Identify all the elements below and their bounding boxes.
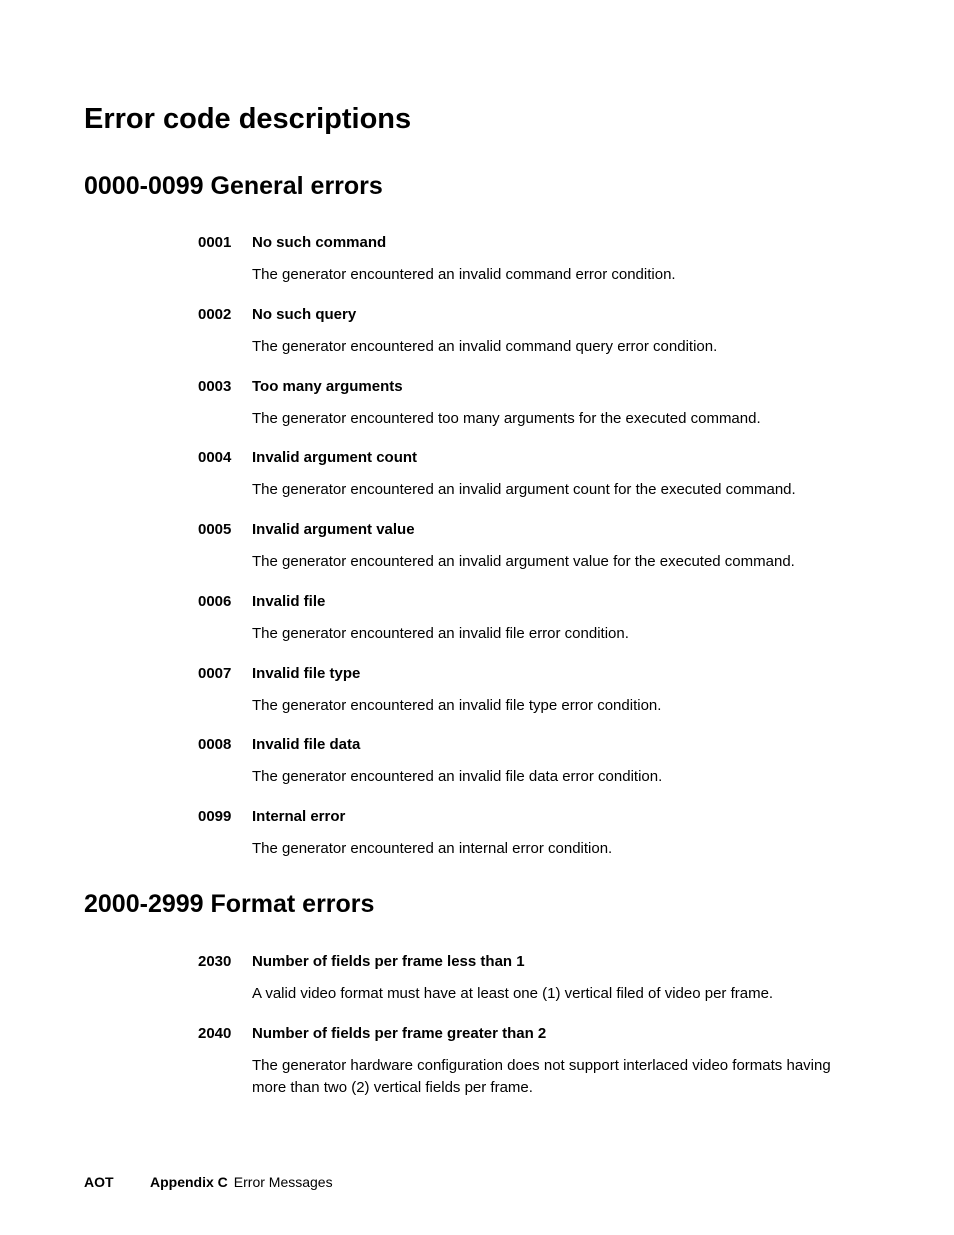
error-entry-0099: [198, 807, 868, 860]
error-description: The generator encountered an invalid file type error condition.: [252, 697, 662, 714]
error-name: Invalid argument value: [252, 521, 415, 538]
error-entry-0002: [198, 305, 868, 358]
error-name: Invalid argument count: [252, 449, 418, 466]
page-title: Error code descriptions: [84, 103, 412, 135]
footer-chapter: Error Messages: [233, 1174, 333, 1190]
error-code: 0099: [198, 808, 232, 825]
error-code: 0005: [198, 521, 232, 538]
error-entry-0004: [198, 448, 868, 501]
error-description: The generator encountered too many arguments for the executed command.: [252, 410, 761, 427]
error-name: Invalid file type: [252, 665, 361, 682]
error-description: The generator encountered an invalid command error condition.: [252, 266, 676, 283]
error-code: 0004: [198, 449, 232, 466]
error-name: Too many arguments: [252, 378, 403, 395]
error-description: The generator encountered an invalid argument value for the executed command.: [252, 553, 795, 570]
error-entry-0006: [198, 592, 868, 645]
error-entry-0008: [198, 735, 868, 788]
error-code: 0007: [198, 665, 232, 682]
error-description: The generator hardware configuration does not support interlaced video formats having more than two (2) vertical fields per frame.: [252, 1057, 831, 1096]
error-description: A valid video format must have at least one (1) vertical filed of video per frame.: [252, 985, 774, 1002]
error-code: 0008: [198, 736, 232, 753]
error-name: Invalid file data: [252, 736, 361, 753]
page-footer: [84, 1172, 333, 1192]
footer-doc-name: AOT: [84, 1174, 114, 1190]
error-name: No such query: [252, 306, 357, 323]
error-entry-2030: [198, 952, 868, 1005]
error-name: Number of fields per frame greater than 2: [252, 1025, 547, 1042]
error-entry-0005: [198, 520, 868, 573]
error-description: The generator encountered an invalid file error condition.: [252, 625, 629, 642]
error-description: The generator encountered an invalid file data error condition.: [252, 768, 663, 785]
error-code: 0002: [198, 306, 232, 323]
error-entry-2040: [198, 1024, 868, 1099]
error-code: 2030: [198, 953, 232, 970]
section-heading-general-errors: 0000-0099 General errors: [84, 172, 383, 200]
error-entry-0003: [198, 377, 868, 430]
error-name: Invalid file: [252, 593, 326, 610]
error-description: The generator encountered an invalid argument count for the executed command.: [252, 481, 796, 498]
error-code: 0003: [198, 378, 232, 395]
error-code: 2040: [198, 1025, 232, 1042]
error-name: No such command: [252, 234, 387, 251]
error-name: Internal error: [252, 808, 346, 825]
error-name: Number of fields per frame less than 1: [252, 953, 525, 970]
error-entry-0001: [198, 233, 868, 286]
error-code: 0006: [198, 593, 232, 610]
section-heading-format-errors: 2000-2999 Format errors: [84, 890, 375, 918]
error-entry-0007: [198, 664, 868, 717]
error-code: 0001: [198, 234, 232, 251]
footer-appendix: Appendix C: [150, 1174, 228, 1190]
error-description: The generator encountered an invalid command query error condition.: [252, 338, 718, 355]
error-description: The generator encountered an internal error condition.: [252, 840, 613, 857]
